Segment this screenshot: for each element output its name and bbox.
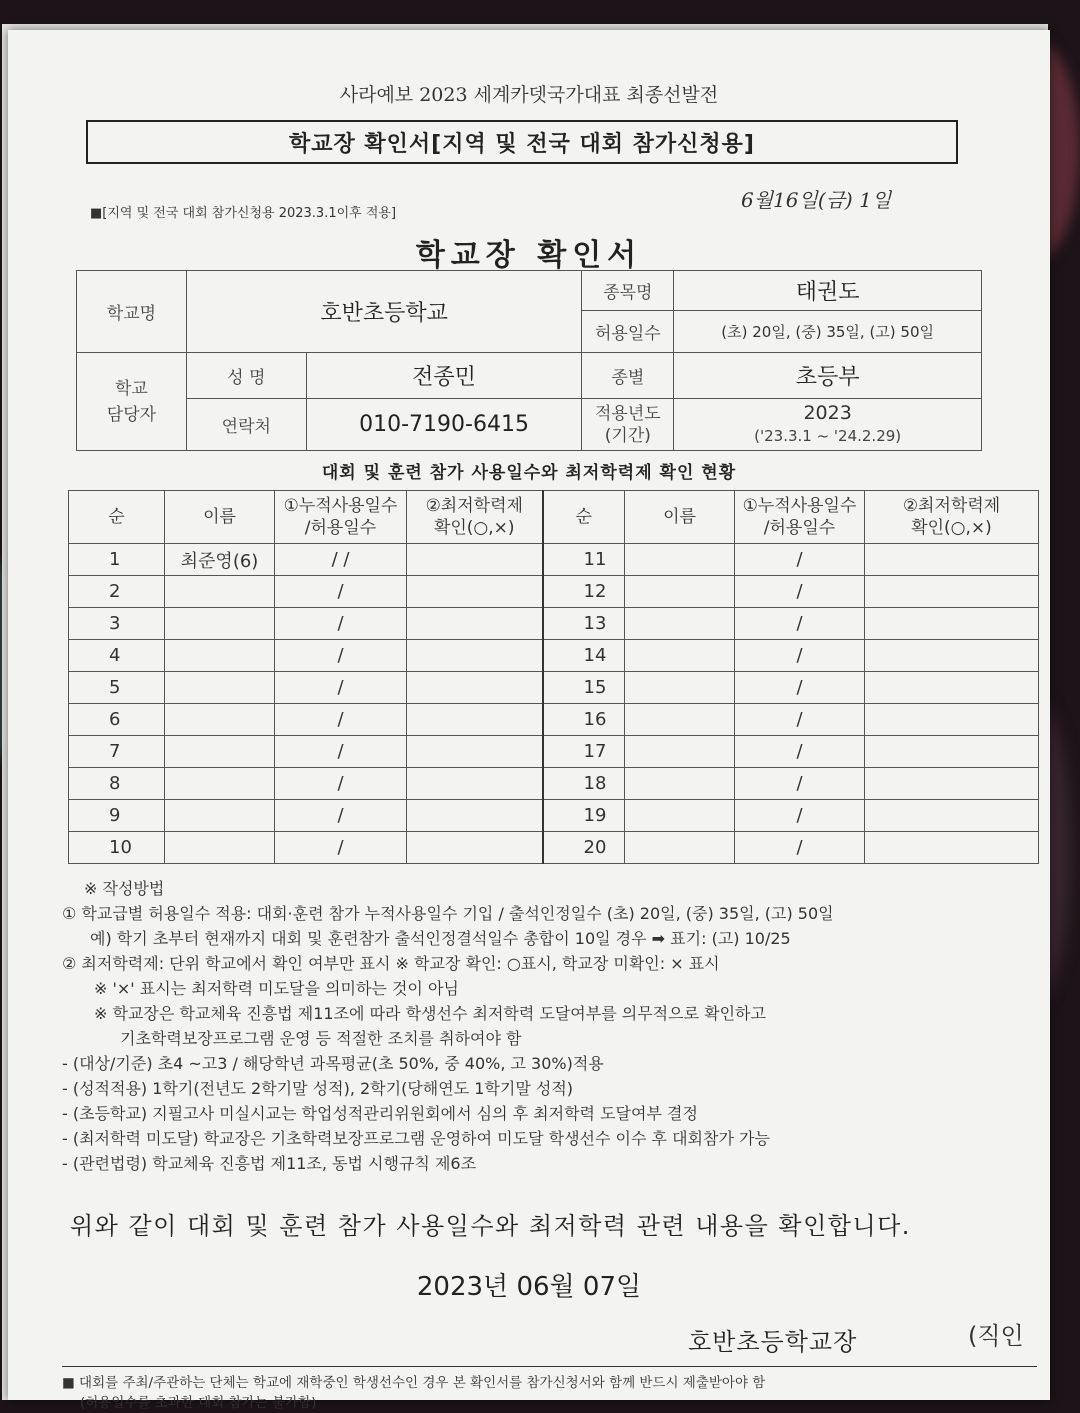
row-number: 20: [543, 832, 625, 864]
roster-table: [68, 490, 1039, 864]
sport-label: 종목명: [582, 271, 674, 311]
table-row: [69, 608, 1039, 640]
student-name: [165, 576, 275, 608]
student-name: [165, 768, 275, 800]
note-line: - (초등학교) 지필고사 미실시교는 학업성적관리위원회에서 심의 후 최저학력 도달여부 결정: [62, 1104, 698, 1123]
sport-value: 태권도: [674, 271, 982, 311]
instructions: [62, 876, 1032, 1176]
year-label: 적용년도 (기간): [582, 399, 674, 451]
days-cell: /: [735, 704, 865, 736]
division-label: 종별: [582, 353, 674, 399]
footer-line: (허용일수를 초과한 대회 참가는 불가함): [80, 1395, 317, 1411]
student-name: [165, 736, 275, 768]
handwritten-note: 6월16일(금) 1일: [741, 188, 892, 212]
days-cell: /: [735, 768, 865, 800]
note-line: ※ 작성방법: [84, 879, 165, 898]
row-number: 5: [69, 672, 165, 704]
table-row: [69, 704, 1039, 736]
days-cell: /: [275, 832, 407, 864]
student-name: [625, 736, 735, 768]
principal-name: 호반초등학교장: [688, 1328, 858, 1356]
header-check: ②최저학력제 확인(○,×): [407, 491, 543, 544]
row-number: 6: [69, 704, 165, 736]
check-cell: [865, 832, 1039, 864]
contact-label: 연락처: [186, 399, 306, 451]
division-value: 초등부: [674, 353, 982, 399]
days-cell: /: [735, 544, 865, 576]
table-row: [69, 832, 1039, 864]
row-number: 9: [69, 800, 165, 832]
note-line: - (관련법령) 학교체육 진흥법 제11조, 동법 시행규칙 제6조: [62, 1154, 477, 1173]
allowed-days-label: 허용일수: [582, 311, 674, 353]
student-name: [625, 640, 735, 672]
days-cell: /: [275, 800, 407, 832]
school-label: 학교명: [77, 271, 187, 353]
student-name: [625, 768, 735, 800]
row-number: 15: [543, 672, 625, 704]
note-line: 기초학력보장프로그램 운영 등 적절한 조치를 취하여야 함: [120, 1029, 522, 1048]
check-cell: [407, 672, 543, 704]
days-cell: / /: [275, 544, 407, 576]
days-cell: /: [735, 736, 865, 768]
check-cell: [407, 736, 543, 768]
check-cell: [407, 800, 543, 832]
note-line: - (성적적용) 1학기(전년도 2학기말 성적), 2학기(당해연도 1학기말 성적): [62, 1079, 574, 1098]
table-row: [69, 544, 1039, 576]
row-number: 11: [543, 544, 625, 576]
row-number: 7: [69, 736, 165, 768]
year-value: 2023: [803, 402, 852, 424]
row-number: 14: [543, 640, 625, 672]
student-name: [625, 544, 735, 576]
document-title: 학교장 확인서: [415, 238, 643, 273]
row-number: 13: [543, 608, 625, 640]
section-title: 대회 및 훈련 참가 사용일수와 최저학력제 확인 현황: [321, 463, 737, 483]
row-number: 10: [69, 832, 165, 864]
student-name: [165, 608, 275, 640]
days-cell: /: [735, 576, 865, 608]
student-name: [625, 832, 735, 864]
header-name: 이름: [625, 491, 735, 544]
note-line: ① 학교급별 허용일수 적용: 대회·훈련 참가 누적사용일수 기입 / 출석인정일수 (초) 20일, (중) 35일, (고) 50일: [62, 904, 834, 923]
table-row: [69, 576, 1039, 608]
note-line: ※ 학교장은 학교체육 진흥법 제11조에 따라 학생선수 최저학력 도달여부를 의무적으로 확인하고: [94, 1004, 766, 1023]
student-name: [165, 640, 275, 672]
days-cell: /: [275, 576, 407, 608]
name-value: 전종민: [306, 353, 582, 399]
days-cell: /: [735, 672, 865, 704]
check-cell: [407, 608, 543, 640]
manager-label: 학교 담당자: [77, 353, 187, 451]
info-table: [76, 270, 982, 451]
check-cell: [407, 544, 543, 576]
days-cell: /: [735, 832, 865, 864]
school-value: 호반초등학교: [186, 271, 582, 353]
row-number: 8: [69, 768, 165, 800]
year-period: ('23.3.1 ~ '24.2.29): [754, 427, 902, 445]
check-cell: [865, 704, 1039, 736]
table-row: [69, 768, 1039, 800]
header-check: ②최저학력제 확인(○,×): [865, 491, 1039, 544]
title-box: 학교장 확인서[지역 및 전국 대회 참가신청용]: [86, 120, 958, 164]
header-days: ①누적사용일수 /허용일수: [735, 491, 865, 544]
student-name: [165, 672, 275, 704]
note-line: 예) 학기 초부터 현재까지 대회 및 훈련참가 출석인정결석일수 총합이 10일 경우 ➡ 표기: (고) 10/25: [90, 929, 791, 948]
note-line: ② 최저학력제: 단위 학교에서 확인 여부만 표시 ※ 학교장 확인: ○표시, 학교장 미확인: × 표시: [62, 954, 720, 973]
check-cell: [407, 704, 543, 736]
check-cell: [407, 640, 543, 672]
days-cell: /: [735, 640, 865, 672]
days-cell: /: [275, 768, 407, 800]
student-name: [165, 832, 275, 864]
row-number: 17: [543, 736, 625, 768]
table-row: [69, 640, 1039, 672]
days-cell: /: [735, 608, 865, 640]
check-cell: [407, 768, 543, 800]
footer-note: [62, 1366, 1052, 1413]
student-name: [625, 608, 735, 640]
table-row: [69, 672, 1039, 704]
check-cell: [865, 736, 1039, 768]
competition-header: 사라예보 2023 세계카뎃국가대표 최종선발전: [339, 84, 719, 106]
check-cell: [865, 672, 1039, 704]
student-name: [625, 576, 735, 608]
header-no: 순: [69, 491, 165, 544]
footer-line: ■ 대회를 주최/주관하는 단체는 학교에 재학중인 학생선수인 경우 본 확인서를 참가신청서와 함께 반드시 제출받아야 함: [62, 1375, 766, 1391]
table-row: [69, 736, 1039, 768]
header-days: ①누적사용일수 /허용일수: [275, 491, 407, 544]
student-name: [625, 704, 735, 736]
student-name: [625, 672, 735, 704]
row-number: 19: [543, 800, 625, 832]
row-number: 12: [543, 576, 625, 608]
header-name: 이름: [165, 491, 275, 544]
official-seal-label: (직인: [968, 1322, 1024, 1350]
check-cell: [407, 576, 543, 608]
row-number: 16: [543, 704, 625, 736]
days-cell: /: [275, 704, 407, 736]
student-name: [165, 800, 275, 832]
check-cell: [865, 576, 1039, 608]
check-cell: [865, 608, 1039, 640]
row-number: 2: [69, 576, 165, 608]
document-paper: [8, 30, 1050, 1411]
note-line: - (최저학력 미도달) 학교장은 기초학력보장프로그램 운영하여 미도달 학생선수 이수 후 대회참가 가능: [62, 1129, 770, 1148]
days-cell: /: [275, 640, 407, 672]
days-cell: /: [735, 800, 865, 832]
footer-divider: [62, 1366, 1037, 1367]
check-cell: [865, 544, 1039, 576]
student-name: [165, 704, 275, 736]
year-cell: [674, 399, 982, 451]
student-name: [625, 800, 735, 832]
check-cell: [865, 640, 1039, 672]
student-name: 최준영(6): [165, 544, 275, 576]
allowed-days-value: (초) 20일, (중) 35일, (고) 50일: [674, 311, 982, 353]
note-line: ※ '×' 표시는 최저학력 미도달을 의미하는 것이 아님: [94, 979, 459, 998]
contact-value: 010-7190-6415: [306, 399, 582, 451]
form-note: ■[지역 및 전국 대회 참가신청용 2023.3.1이후 적용]: [90, 206, 397, 221]
check-cell: [407, 832, 543, 864]
note-line: - (대상/기준) 초4 ~고3 / 해당학년 과목평균(초 50%, 중 40%, 고 30%)적용: [62, 1054, 604, 1073]
row-number: 18: [543, 768, 625, 800]
header-no: 순: [543, 491, 625, 544]
row-number: 3: [69, 608, 165, 640]
row-number: 1: [69, 544, 165, 576]
days-cell: /: [275, 672, 407, 704]
confirmation-text: 위와 같이 대회 및 훈련 참가 사용일수와 최저학력 관련 내용을 확인합니다.: [70, 1212, 911, 1240]
table-row: [69, 800, 1039, 832]
row-number: 4: [69, 640, 165, 672]
days-cell: /: [275, 608, 407, 640]
issue-date: 2023년 06월 07일: [416, 1272, 642, 1302]
check-cell: [865, 768, 1039, 800]
name-label: 성 명: [186, 353, 306, 399]
check-cell: [865, 800, 1039, 832]
roster-header-row: [69, 491, 1039, 544]
days-cell: /: [275, 736, 407, 768]
